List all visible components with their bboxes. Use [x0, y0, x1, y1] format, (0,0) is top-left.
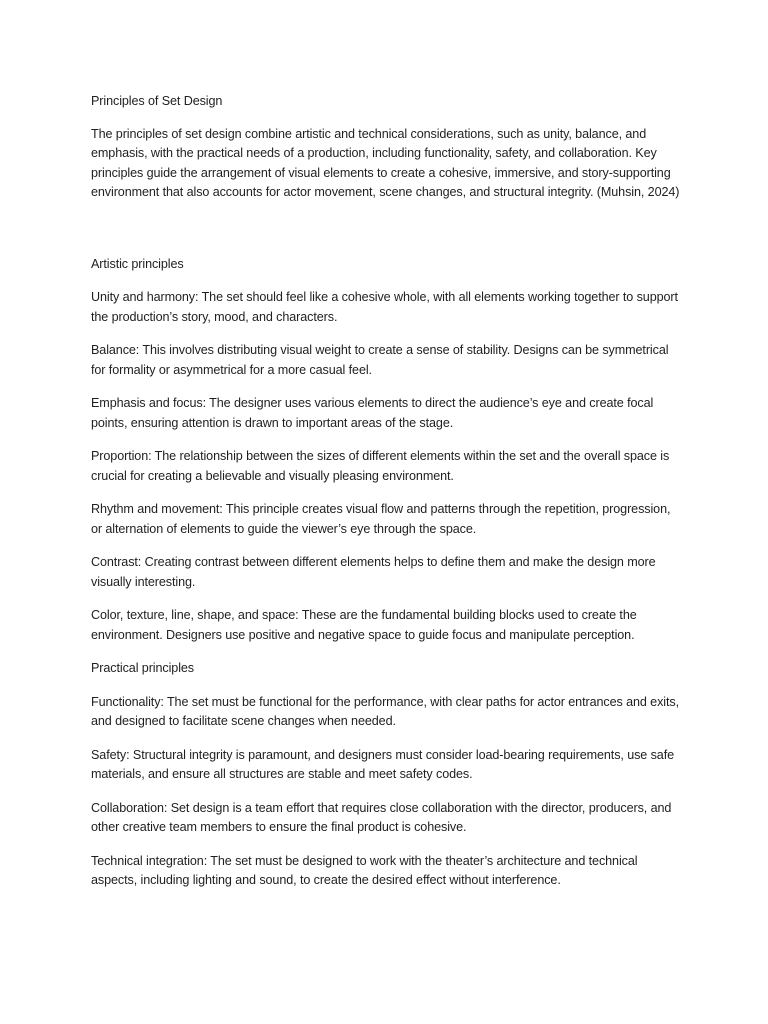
artistic-item-elements: Color, texture, line, shape, and space: These are the fundamental building blocks used to create the environment. Designers use positive and negative space to guide focus and manipulate perception. — [91, 608, 637, 642]
artistic-item-proportion: Proportion: The relationship between the sizes of different elements within the set and the overall space is crucial for creating a believable and visually pleasing environment. — [91, 449, 670, 483]
artistic-item-unity: Unity and harmony: The set should feel like a cohesive whole, with all elements working together to support the production’s story, mood, and characters. — [91, 290, 678, 324]
artistic-item-contrast: Contrast: Creating contrast between different elements helps to define them and make the design more visually interesting. — [91, 555, 656, 589]
practical-item-functionality: Functionality: The set must be functional for the performance, with clear paths for actor entrances and exits, and designed to facilitate scene changes when needed. — [91, 694, 679, 728]
section-gap — [91, 217, 682, 255]
practical-principles-heading: Practical principles — [91, 661, 194, 675]
practical-item-safety: Safety: Structural integrity is paramount, and designers must consider load-bearing requirements, use safe materials, and ensure all structures are stable and meet safety codes. — [91, 747, 675, 781]
practical-item-collaboration: Collaboration: Set design is a team effort that requires close collaboration with the director, producers, and other creative team members to ensure the final product is cohesive. — [91, 800, 672, 834]
artistic-item-emphasis: Emphasis and focus: The designer uses various elements to direct the audience’s eye and create focal points, ensuring attention is drawn to important areas of the stage. — [91, 396, 654, 430]
artistic-principles-heading: Artistic principles — [91, 256, 184, 271]
intro-paragraph: The principles of set design combine artistic and technical considerations, such as unity, balance, and emphasis, with the practical needs of a production, including functionality, safety, and collaboration. Key principles guide the arrangement of visual elements to create a cohesive, immersive, and story-supporting environment that also accounts for actor movement, scene changes, and structural integrity. (Muhsin, 2024) — [91, 126, 680, 199]
artistic-item-rhythm: Rhythm and movement: This principle creates visual flow and patterns through the repetition, progression, or alternation of elements to guide the viewer’s eye through the space. — [91, 502, 671, 536]
document-title: Principles of Set Design — [91, 94, 223, 108]
practical-item-technical-integration: Technical integration: The set must be designed to work with the theater’s architecture and technical aspects, including lighting and sound, to create the desired effect without interference. — [91, 853, 638, 887]
artistic-item-balance: Balance: This involves distributing visual weight to create a sense of stability. Designs can be symmetrical for formality or asymmetrical for a more casual feel. — [91, 343, 669, 377]
